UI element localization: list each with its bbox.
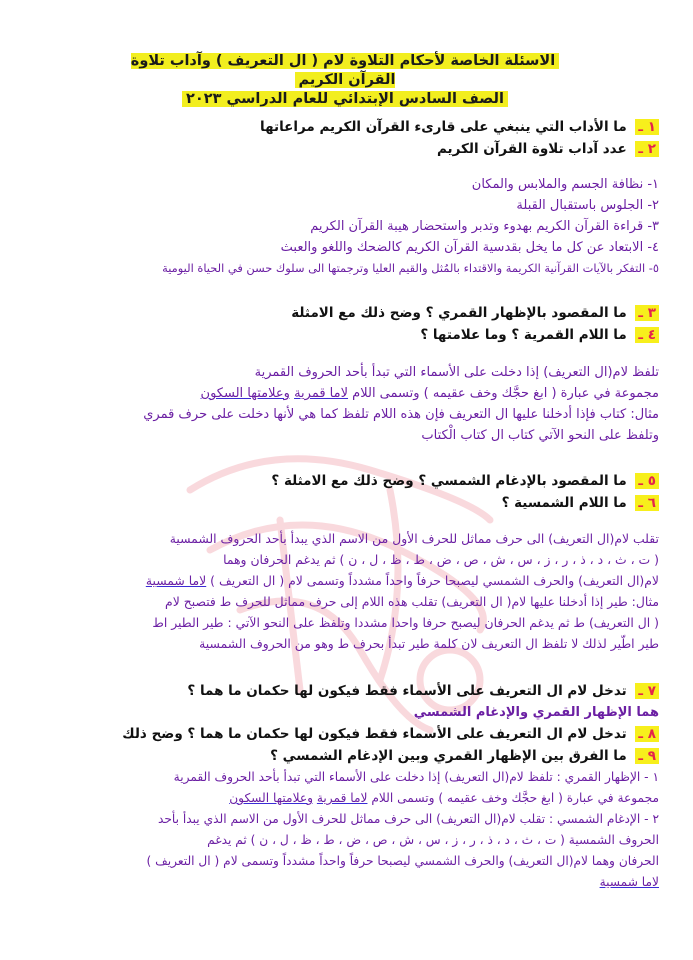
question-2: ٢ ـ عدد آداب تلاوة القرآن الكريم [28, 138, 659, 160]
answer-line: ( ال التعريف) ط ثم يدغم الحرفان ليصبح حرفا واحدا مشددا وتلفظ على النحو الآتي : طير الطير اط [152, 615, 659, 630]
question-number: ١ ـ [635, 119, 659, 135]
answer-line: ٢ - الإدغام الشمسي : تقلب لام(ال التعريف) الى حرف مماثل للحرف الأول من الاسم الذي يبدأ بأحد [157, 812, 659, 826]
underlined-term: لاما قمرية [294, 386, 349, 401]
answer-line: مثال: طير إذا أدخلنا عليها لام( ال التعريف) تقلب هذه اللام إلى حرف مماثل للحرف ط فتصبح لام [165, 594, 659, 609]
answer-line: الحروف الشمسية ( ت ، ث ، د ، ذ ، ر ، ز ، س ، ش ، ص ، ض ، ط ، ظ ، ل ، ن ) ثم يدغم [207, 833, 659, 847]
underlined-term: وعلامتها السكون [229, 791, 313, 805]
underlined-term: لاما شمسية [145, 573, 207, 588]
answer-line: طير اطّير لذلك لا تلفظ ال التعريف لان كلمة طير تبدأ بحرف ط وهو من الحروف الشمسية [199, 636, 659, 651]
question-number: ٧ ـ [635, 683, 659, 699]
answer-line: وتلفظ على النحو الآتي كتاب ال كتاب الْكتاب [421, 428, 659, 443]
answer-2: ٢- الجلوس باستقبال القبلة [516, 198, 659, 213]
question-7: ٧ ـ تدخل لام ال التعريف على الأسماء فقط فيكون لها حكمان ما هما ؟ [28, 680, 659, 702]
worksheet-title [130, 52, 560, 109]
question-number: ٨ ـ [635, 726, 659, 742]
answer-line: مثال: كتاب فإذا أدخلنا عليها ال التعريف فإن هذه اللام تلفظ كما هي لأنها دخلت على حرف قمري [143, 407, 659, 422]
question-number: ٦ ـ [635, 495, 659, 511]
section-differences [28, 680, 659, 893]
answer-line: الحرفان وهما لام(ال التعريف) والحرف الشمسي ليصبحا حرفاً واحداً مشدداً وتسمى لام ( ال التعريف ) [146, 854, 659, 868]
question-number: ٥ ـ [635, 473, 659, 489]
question-5: ٥ ـ ما المقصود بالإدغام الشمسي ؟ وضح ذلك مع الامثلة ؟ [28, 470, 659, 492]
answer-5: ٥- التفكر بالآيات القرآنية الكريمة والاقتداء بالمُثل والقيم العليا وترجمتها الى سلوك حسن في الحياة اليومية [162, 261, 659, 275]
answer-line: تلفظ لام(ال التعريف) إذا دخلت على الأسماء التي تبدأ بأحد الحروف القمرية [254, 365, 659, 380]
question-number: ٤ ـ [635, 327, 659, 343]
question-number: ٩ ـ [635, 748, 659, 764]
answer-line: مجموعة في عبارة ( ابغ حجَّك وخف عقيمه ) وتسمى اللام لاما قمرية وعلامتها السكون [200, 386, 659, 401]
question-number: ٣ ـ [635, 305, 659, 321]
answer-line: تقلب لام(ال التعريف) الى حرف مماثل للحرف الأول من الاسم الذي يبدأ بأحد الحروف الشمسية [169, 531, 659, 546]
question-6: ٦ ـ ما اللام الشمسية ؟ [28, 492, 659, 514]
section-shamsi [28, 470, 659, 654]
answer-line: ( ت ، ث ، د ، ذ ، ر ، ز ، س ، ش ، ص ، ض ، ط ، ظ ، ل ، ن ) ثم يدغم الحرفان وهما [223, 552, 659, 567]
answer-line: لام(ال التعريف) والحرف الشمسي ليصبحا حرفاً واحداً مشدداً وتسمى لام ( ال التعريف ) لاما شمسية [145, 573, 659, 588]
question-4: ٤ ـ ما اللام القمرية ؟ وما علامتها ؟ [28, 324, 659, 346]
answer-4: ٤- الابتعاد عن كل ما يخل بقدسية القرآن الكريم كالضحك واللغو والعبث [280, 240, 659, 255]
section-qamari [28, 302, 659, 446]
underlined-term: لاما قمرية [316, 791, 368, 805]
question-8: ٨ ـ تدخل لام ال التعريف على الأسماء فقط فيكون لها حكمان ما هما ؟ وضح ذلك [28, 723, 659, 745]
section-adab [28, 116, 659, 279]
title-line-1: الاسئلة الخاصة لأحكام التلاوة لام ( ال التعريف ) وآداب تلاوة القرآن الكريم [131, 53, 559, 88]
answer-1: ١- نظافة الجسم والملابس والمكان [471, 177, 659, 192]
question-1: ١ ـ ما الأداب التي ينبغي على قارىء القرآن الكريم مراعاتها [28, 116, 659, 138]
answer-line [28, 872, 659, 893]
answer-3: ٣- قراءة القرآن الكريم بهدوء وتدبر واستحضار هيبة القرآن الكريم [310, 219, 659, 234]
underlined-term: وعلامتها السكون [200, 386, 290, 401]
answer-line: مجموعة في عبارة ( ابغ حجَّك وخف عقيمه ) وتسمى اللام لاما قمرية وعلامتها السكون [229, 791, 659, 805]
question-number: ٢ ـ [635, 141, 659, 157]
underlined-term: لاما شمسية [599, 875, 659, 889]
answer-7: هما الإظهار القمري والإدغام الشمسي [413, 705, 659, 720]
answer-line: ١ - الإظهار القمري : تلفظ لام(ال التعريف) إذا دخلت على الأسماء التي تبدأ بأحد الحروف القمرية [173, 770, 659, 784]
title-line-2: الصف السادس الإبتدائي للعام الدراسي ٢٠٢٣ [182, 91, 508, 107]
question-9: ٩ ـ ما الفرق بين الإظهار القمري وبين الإدغام الشمسي ؟ [28, 745, 659, 767]
question-3: ٣ ـ ما المقصود بالإظهار القمري ؟ وضح ذلك مع الامثلة [28, 302, 659, 324]
